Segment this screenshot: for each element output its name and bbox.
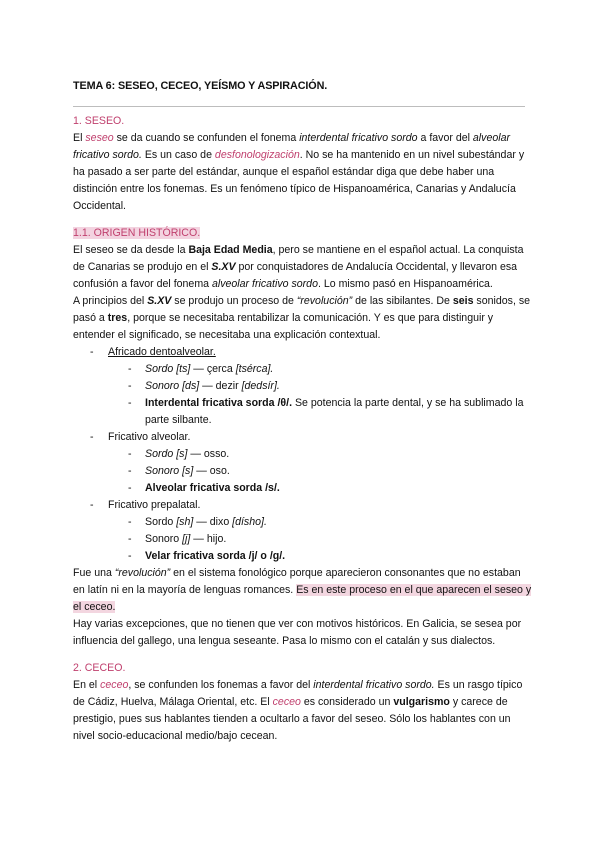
sibilants-list — [73, 344, 533, 565]
document-page — [73, 78, 533, 745]
paragraph-origen-1: El seseo se da desde la Baja Edad Media, pero se mantiene en el español actual. La conquista de Canarias se produjo en el S.XV por conquistadores de Andalucía Occidental, y llevaron esa confusión a favor del fonema alveolar fricativo sordo. Lo mismo pasó en Hispanoamérica. — [73, 244, 524, 290]
list-subitem: - Interdental fricativa sorda /θ/. Se potencia la parte dental, y se ha sublimado la parte silbante. — [128, 397, 524, 426]
section-heading-origen-historico: 1.1. ORIGEN HISTÓRICO. — [73, 227, 201, 239]
document-title: TEMA 6: SESEO, CECEO, YEÍSMO Y ASPIRACIÓN. — [73, 80, 328, 92]
paragraph-origen-3: Fue una “revolución” en el sistema fonológico porque aparecieron consonantes que no estaban en latín ni en la mayoría de lenguas romances. Es en este proceso en el que aparecen el seseo y el ceceo. — [73, 567, 532, 613]
list-subitem: - Sonoro [j] — hijo. — [128, 533, 227, 545]
section-heading-seseo: 1. SESEO. — [73, 115, 125, 127]
list-item-africado: - Africado dentoalveolar. — [90, 346, 216, 358]
section-heading-ceceo: 2. CECEO. — [73, 662, 126, 674]
list-subitem: - Velar fricativa sorda /j/ o /g/. — [128, 550, 286, 562]
list-item-fricativo-alveolar: - Fricativo alveolar. — [90, 431, 191, 443]
title-divider — [73, 106, 525, 107]
list-subitem: - Sordo [s] — osso. — [128, 448, 230, 460]
paragraph-origen-4: Hay varias excepciones, que no tienen que ver con motivos históricos. En Galicia, se sesea por influencia del gallego, una lengua seseante. Pasa lo mismo con el catalán y sus dialectos. — [73, 618, 522, 647]
list-item-fricativo-prepalatal: - Fricativo prepalatal. — [90, 499, 201, 511]
list-subitem: - Sonoro [s] — oso. — [128, 465, 230, 477]
paragraph-seseo-definition: El seseo se da cuando se confunden el fonema interdental fricativo sordo a favor del alveolar fricativo sordo. Es un caso de desfonologización. No se ha mantenido en un nivel subestándar y ha pasado a ser parte del estándar, aunque el español estándar diga que debe haber una distinción entre los fonemas. Es un fenómeno típico de Hispanoamérica, Canarias y Andalucía Occidental. — [73, 132, 525, 212]
list-subitem: - Sordo [sh] — dixo [dísho]. — [128, 516, 267, 528]
list-subitem: - Sordo [ts] — çerca [tsérca]. — [128, 363, 274, 375]
list-subitem: - Sonoro [ds] — dezir [dedsír]. — [128, 380, 280, 392]
list-subitem: - Alveolar fricativa sorda /s/. — [128, 482, 280, 494]
paragraph-origen-2: A principios del S.XV se produjo un proceso de “revolución” de las sibilantes. De seis sonidos, se pasó a tres, porque se necesitaba rentabilizar la comunicación. Y es que para distinguir y entender el significado, se necesitaba una explicación contextual. — [73, 295, 531, 341]
paragraph-ceceo: En el ceceo, se confunden los fonemas a favor del interdental fricativo sordo. Es un rasgo típico de Cádiz, Huelva, Málaga Oriental, etc. El ceceo es considerado un vulgarismo y carece de prestigio, pues sus hablantes tienden a ocultarlo a favor del seseo. Sólo los hablantes con un nivel socio-educacional medio/bajo cecean. — [73, 679, 523, 742]
